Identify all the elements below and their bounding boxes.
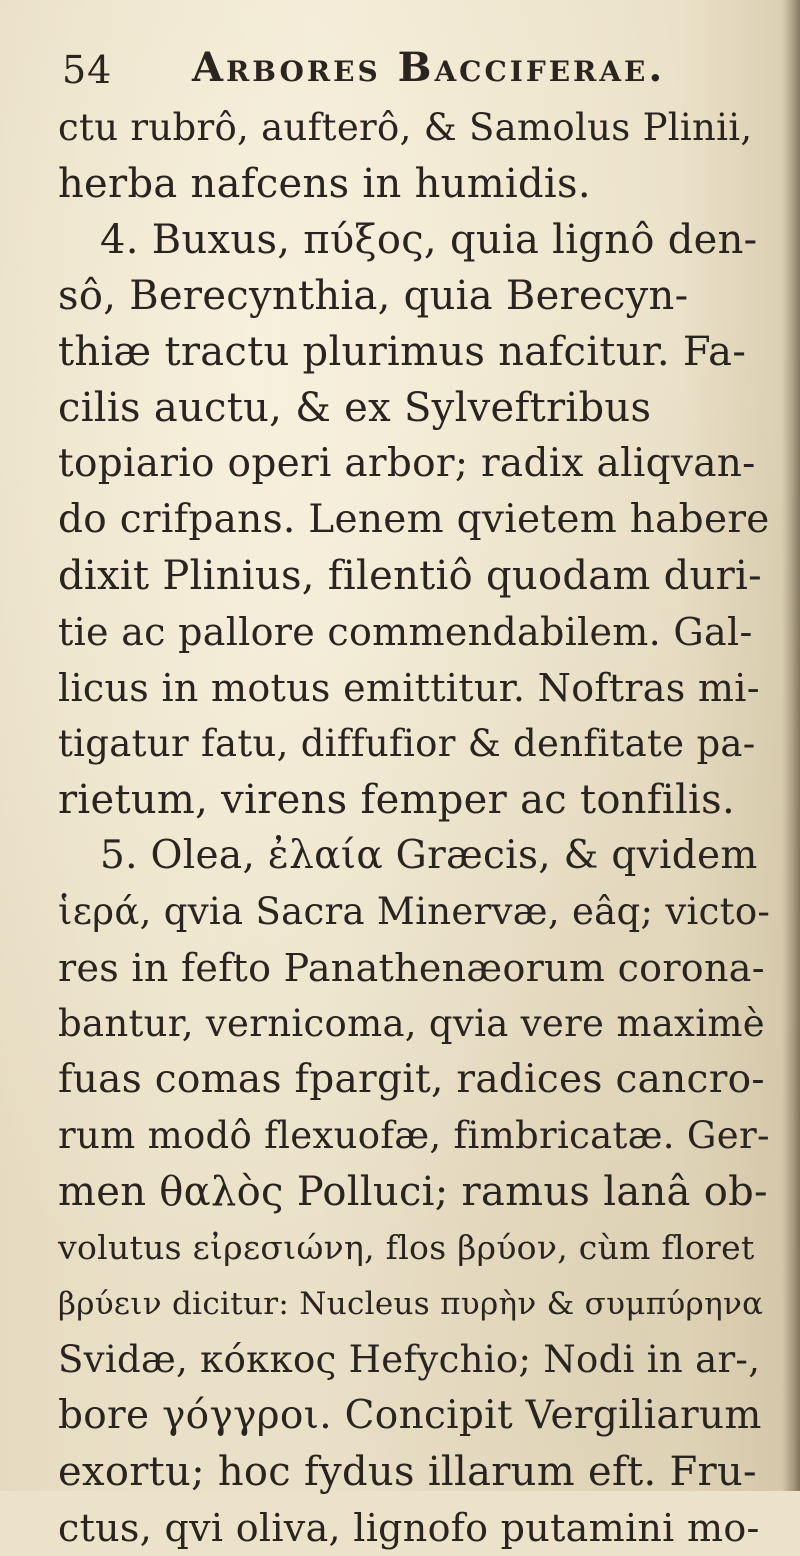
text-line: 4. Buxus, πύξος, quia lignô den- — [100, 217, 758, 263]
text-line: ἱερά, qvia Sacra Minervæ, eâq; victo- — [58, 890, 771, 933]
text-line: licus in motus emittitur. Noftras mi- — [58, 666, 760, 710]
text-line: βρύειν dicitur: Nucleus πυρὴν & συμπύρηνα — [58, 1286, 764, 1322]
text-line: dixit Plinius, filentiô quodam duri- — [58, 553, 762, 599]
text-line: fuas comas fpargit, radices cancro- — [58, 1057, 765, 1102]
text-line: topiario operi arbor; radix aliqvan- — [58, 441, 756, 486]
page-header — [62, 40, 760, 100]
text-line: volutus εἰρεσιώνη, flos βρύον, cùm floret — [58, 1228, 755, 1267]
text-line: tigatur fatu, diffufior & denfitate pa- — [58, 722, 756, 765]
text-line: sô, Berecynthia, quia Berecyn- — [58, 273, 689, 319]
text-line: cilis auctu, & ex Sylveftribus — [58, 385, 652, 431]
text-line: rietum, virens femper ac tonfilis. — [58, 777, 735, 823]
text-line: thiæ tractu plurimus nafcitur. Fa- — [58, 329, 747, 375]
text-line: ctu rubrô, aufterô, & Samolus Plinii, — [58, 106, 753, 149]
text-line: Svidæ, κόκκος Hefychio; Nodi in ar-, — [58, 1338, 761, 1381]
body-text — [58, 100, 770, 1556]
page-number: 54 — [62, 48, 113, 92]
text-line: do crifpans. Lenem qvietem habere — [58, 497, 770, 542]
text-line: herba nafcens in humidis. — [58, 161, 591, 207]
text-line: rum modô flexuofæ, fimbricatæ. Ger- — [58, 1114, 770, 1157]
text-line: ctus, qvi oliva, lignofo putamini mo- — [58, 1506, 760, 1550]
text-line: bore γόγγροι. Concipit Vergiliarum — [58, 1393, 762, 1438]
text-line: men θαλὸς Polluci; ramus lanâ ob- — [58, 1169, 768, 1215]
text-line: bantur, vernicoma, qvia vere maximè — [58, 1002, 765, 1045]
text-line: exortu; hoc fydus illarum eft. Fru- — [58, 1449, 757, 1495]
text-line: 5. Olea, ἐλαία Græcis, & qvidem — [100, 833, 758, 878]
running-head: Arbores Bacciferae. — [192, 44, 666, 91]
text-line: res in fefto Panathenæorum corona- — [58, 946, 765, 990]
page-gutter-shadow — [782, 0, 800, 1491]
text-line: tie ac pallore commendabilem. Gal- — [58, 610, 753, 654]
